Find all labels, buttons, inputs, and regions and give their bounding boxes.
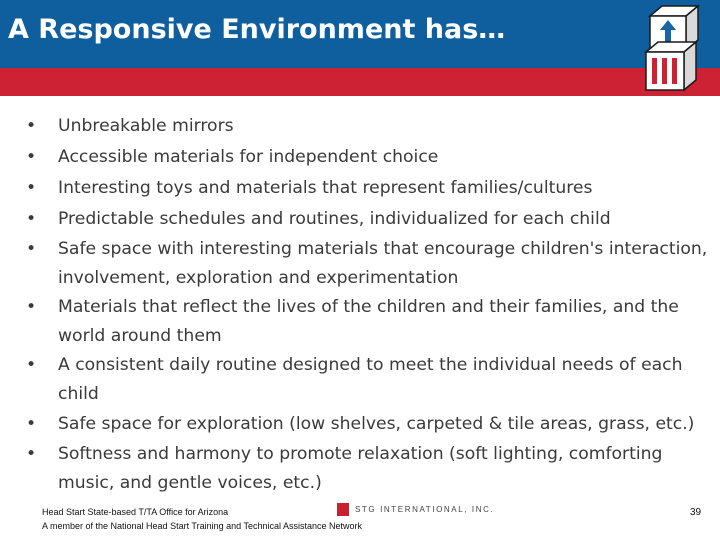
footer-network: A member of the National Head Start Training and Technical Assistance Network (42, 521, 363, 531)
bullet-item: • Interesting toys and materials that represent families/cultures (26, 173, 716, 204)
stg-logo-icon (337, 503, 349, 516)
footer-office: Head Start State-based T/TA Office for Arizona (42, 507, 229, 517)
stg-logo-text: STG INTERNATIONAL, INC. (355, 505, 495, 514)
slide-title: A Responsive Environment has… (8, 14, 506, 45)
head-start-blocks-logo-icon (640, 2, 702, 94)
bullet-item: • Predictable schedules and routines, individualized for each child (26, 204, 716, 235)
bullet-list (26, 111, 716, 498)
bullet-item: • Materials that reflect the lives of the children and their families, and the world around them (26, 293, 716, 351)
accent-stripe (0, 68, 720, 96)
bullet-item: • Safe space with interesting materials that encourage children's interaction, involvement, exploration and experimentation (26, 235, 716, 293)
page-number: 39 (690, 507, 702, 518)
bullet-item: • Unbreakable mirrors (26, 111, 716, 142)
bullet-item: • A consistent daily routine designed to meet the individual needs of each child (26, 351, 716, 409)
bullet-item: • Softness and harmony to promote relaxation (soft lighting, comforting music, and gentle voices, etc.) (26, 440, 716, 498)
bullet-item: • Safe space for exploration (low shelves, carpeted & tile areas, grass, etc.) (26, 409, 716, 440)
stg-logo (337, 503, 494, 516)
bullet-item: • Accessible materials for independent choice (26, 142, 716, 173)
